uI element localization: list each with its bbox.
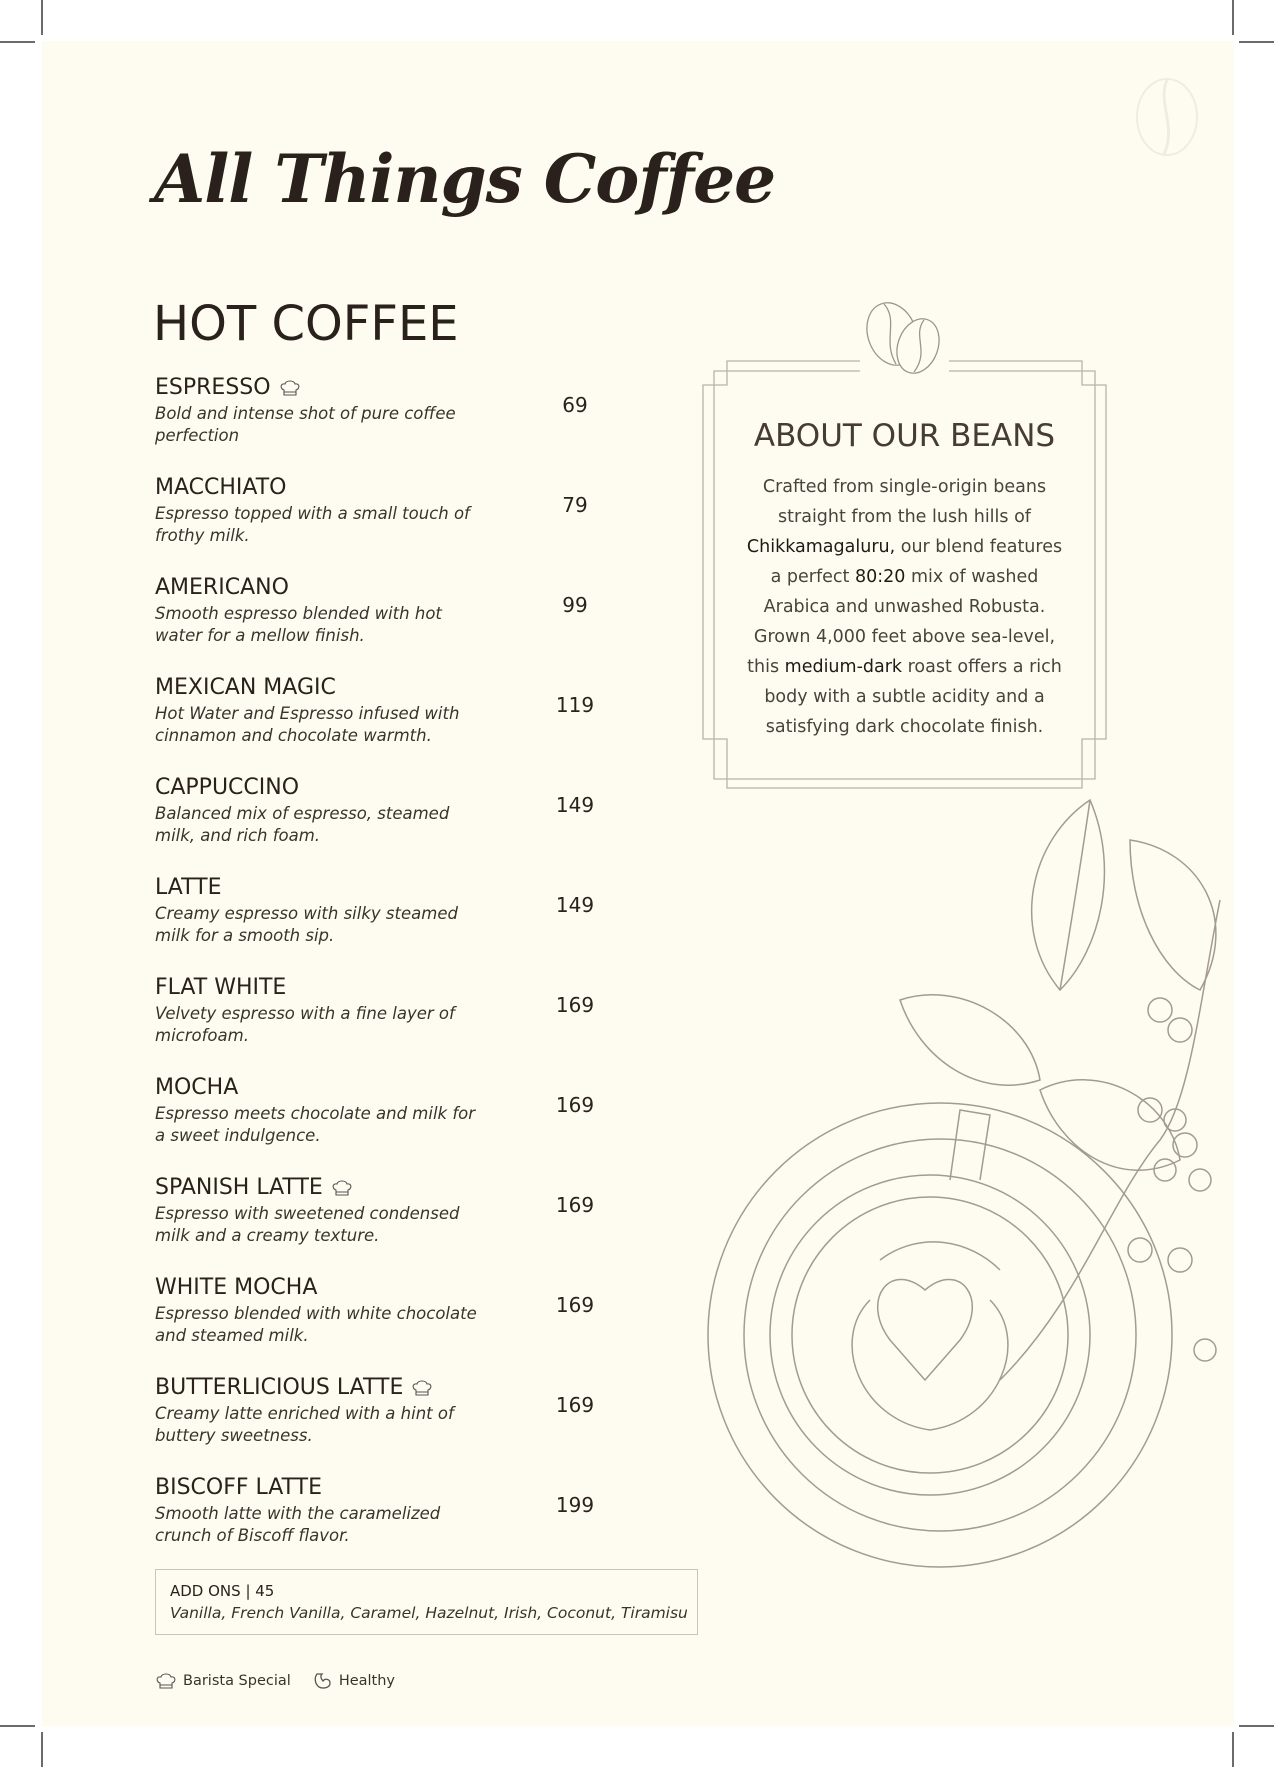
crop-mark xyxy=(1239,41,1274,43)
item-price: 69 xyxy=(562,393,588,417)
menu-item xyxy=(155,1075,675,1170)
item-price: 149 xyxy=(555,793,595,817)
menu-title: All Things Coffee xyxy=(154,140,776,218)
item-name: SPANISH LATTE xyxy=(155,1175,323,1200)
crop-mark xyxy=(1232,1732,1234,1767)
menu-item xyxy=(155,775,675,870)
item-name: MEXICAN MAGIC xyxy=(155,675,336,700)
about-beans-heading: ABOUT OUR BEANS xyxy=(753,418,1056,454)
item-description: Velvety espresso with a fine layer of microfoam. xyxy=(155,1004,455,1045)
item-name: BUTTERLICIOUS LATTE xyxy=(155,1375,404,1400)
item-description: Espresso meets chocolate and milk for a sweet indulgence. xyxy=(155,1104,476,1145)
item-description: Espresso topped with a small touch of frothy milk. xyxy=(155,504,470,545)
menu-item xyxy=(155,375,675,470)
menu-item xyxy=(155,675,675,770)
watermark-bean-icon xyxy=(1132,72,1202,172)
item-name: MOCHA xyxy=(155,1075,239,1100)
item-price: 169 xyxy=(555,1193,595,1217)
addons-heading: ADD ONS | 45 xyxy=(170,1582,275,1600)
about-beans-box xyxy=(702,336,1107,789)
item-description: Espresso blended with white chocolate and steamed milk. xyxy=(155,1304,477,1345)
item-description: Bold and intense shot of pure coffee perfection xyxy=(155,404,456,445)
item-name: WHITE MOCHA xyxy=(155,1275,318,1300)
menu-item xyxy=(155,1475,675,1570)
chef-hat-icon xyxy=(411,1379,433,1397)
item-name: ESPRESSO xyxy=(155,375,271,400)
legend-barista: Barista Special xyxy=(155,1672,291,1690)
about-beans-text: Crafted from single-origin beans straight from the lush hills of Chikkamagaluru, our blend features a perfect 80:20 mix of washed Arabica and unwashed Robusta. Grown 4,000 feet above sea-level, this medium-dark roast offers a rich body with a subtle acidity and a satisfying dark chocolate finish. xyxy=(746,477,1063,737)
chef-hat-icon xyxy=(331,1179,353,1197)
item-price: 79 xyxy=(562,493,588,517)
item-description: Balanced mix of espresso, steamed milk, and rich foam. xyxy=(155,804,450,845)
item-name: CAPPUCCINO xyxy=(155,775,300,800)
chef-hat-icon xyxy=(279,379,301,397)
coffee-cup-illustration xyxy=(680,780,1234,1580)
crop-mark xyxy=(0,41,35,43)
item-price: 169 xyxy=(555,1293,595,1317)
item-name: BISCOFF LATTE xyxy=(155,1475,323,1500)
item-price: 169 xyxy=(555,993,595,1017)
item-description: Smooth latte with the caramelized crunch of Biscoff flavor. xyxy=(155,1504,441,1545)
item-price: 169 xyxy=(555,1393,595,1417)
item-price: 99 xyxy=(562,593,588,617)
item-price: 119 xyxy=(555,693,595,717)
section-heading: HOT COFFEE xyxy=(153,296,459,352)
item-price: 149 xyxy=(555,893,595,917)
legend-healthy: Healthy xyxy=(313,1672,395,1690)
muscle-icon xyxy=(313,1672,333,1690)
crop-mark xyxy=(1239,1725,1274,1727)
item-price: 199 xyxy=(555,1493,595,1517)
item-description: Hot Water and Espresso infused with cinnamon and chocolate warmth. xyxy=(155,704,460,745)
item-description: Espresso with sweetened condensed milk and a creamy texture. xyxy=(155,1204,460,1245)
item-name: FLAT WHITE xyxy=(155,975,287,1000)
crop-mark xyxy=(41,1732,43,1767)
item-description: Smooth espresso blended with hot water for a mellow finish. xyxy=(155,604,442,645)
menu-item xyxy=(155,1375,675,1470)
menu-item xyxy=(155,875,675,970)
menu-item xyxy=(155,975,675,1070)
menu-item xyxy=(155,1275,675,1370)
addons-box xyxy=(155,1569,698,1635)
menu-item xyxy=(155,475,675,570)
item-name: AMERICANO xyxy=(155,575,289,600)
item-description: Creamy latte enriched with a hint of buttery sweetness. xyxy=(155,1404,454,1445)
addons-list: Vanilla, French Vanilla, Caramel, Hazelnut, Irish, Coconut, Tiramisu xyxy=(170,1604,688,1622)
crop-mark xyxy=(41,0,43,35)
item-price: 169 xyxy=(555,1093,595,1117)
menu-item xyxy=(155,1175,675,1270)
coffee-beans-icon xyxy=(854,296,954,376)
crop-mark xyxy=(0,1725,35,1727)
menu-item xyxy=(155,575,675,670)
chef-hat-icon xyxy=(155,1672,177,1690)
crop-mark xyxy=(1232,0,1234,35)
item-name: MACCHIATO xyxy=(155,475,287,500)
item-description: Creamy espresso with silky steamed milk for a smooth sip. xyxy=(155,904,458,945)
item-name: LATTE xyxy=(155,875,222,900)
legend xyxy=(155,1672,395,1690)
